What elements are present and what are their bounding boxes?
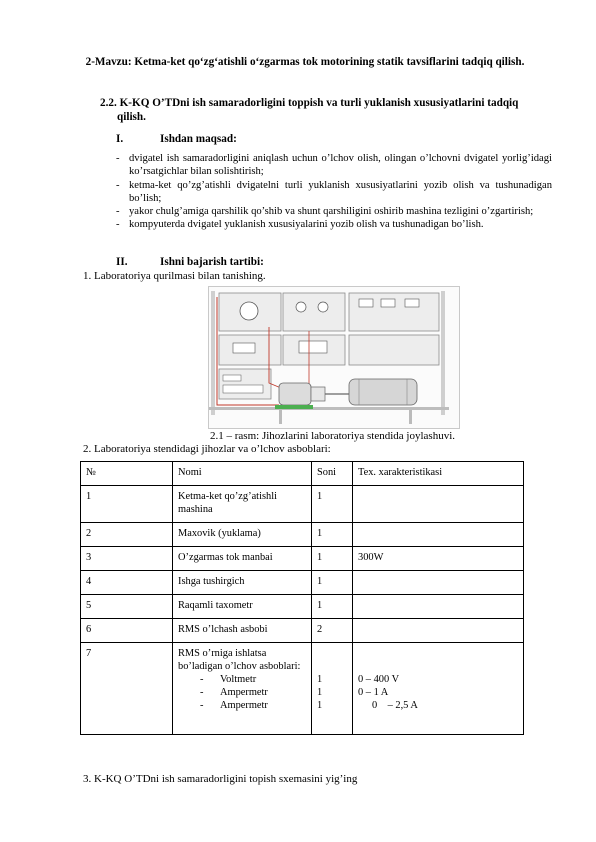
- cell-count: 1: [312, 547, 353, 571]
- cell-spec: [353, 486, 524, 523]
- table-header-row: [81, 462, 524, 486]
- cell-number: 1: [81, 486, 173, 523]
- instrument-item-label: Ampermetr: [220, 700, 268, 711]
- section-goal-label: Ishdan maqsad:: [160, 133, 237, 145]
- cell-number: 2: [81, 523, 173, 547]
- goal-item: - ketma-ket qo’zg’atishli dvigatelni turli yuklanish xususiyatlarini yozib olish va tushunadigan bo’lish;: [116, 179, 552, 206]
- section-goal-number: I.: [116, 133, 124, 145]
- cell-number: 6: [81, 619, 173, 643]
- step-3: 3. K-KQ O’TDni ish samaradorligini topish sxemasini yig’ing: [83, 773, 358, 785]
- section-procedure-heading: [116, 256, 264, 268]
- cell-spec: 300W: [353, 547, 524, 571]
- instrument-spec: 0 – 400 V: [358, 674, 400, 685]
- instrument-spec: 0 – 1 A: [358, 687, 389, 698]
- header-spec: Tex. xarakteristikasi: [353, 462, 524, 486]
- cell-spec: [353, 619, 524, 643]
- header-count: Soni: [312, 462, 353, 486]
- table-row: [81, 595, 524, 619]
- section-procedure-number: II.: [116, 256, 128, 268]
- goal-item: - yakor chulg’amiga qarshilik qo’shib va shunt qarshiligini oshirib mashina tezligini o’zgartirish;: [116, 205, 552, 218]
- cell-count: 2: [312, 619, 353, 643]
- table-row: [81, 547, 524, 571]
- table-row: [81, 571, 524, 595]
- cell-name: RMS o’lchash asbobi: [173, 619, 312, 643]
- cell-number: 5: [81, 595, 173, 619]
- instrument-item-label: Voltmetr: [220, 674, 257, 685]
- instrument-item: [178, 673, 308, 686]
- cell-number: 3: [81, 547, 173, 571]
- header-name: Nomi: [173, 462, 312, 486]
- cell-count: [312, 643, 353, 735]
- section-goal-heading: [116, 133, 237, 145]
- instrument-count: 1: [317, 700, 323, 711]
- instrument-item: [178, 699, 308, 712]
- cell-spec: [353, 595, 524, 619]
- subtitle-line-1: 2.2. K-KQ O’TDni ish samaradorligini toppish va turli yuklanish xususiyatlarini tadqiq: [100, 97, 519, 109]
- section-subtitle: [100, 96, 550, 124]
- cell-count: 1: [312, 595, 353, 619]
- lab-stand-figure: [208, 286, 460, 429]
- cell-name: Raqamli taxometr: [173, 595, 312, 619]
- instrument-count: 1: [317, 687, 323, 698]
- cell-spec: [353, 571, 524, 595]
- figure-caption: 2.1 – rasm: Jihozlarini laboratoriya stendida joylashuvi.: [210, 430, 456, 442]
- equipment-table: [80, 461, 524, 735]
- table-row: [81, 523, 524, 547]
- cell-name: Ketma-ket qo’zg’atishli mashina: [173, 486, 312, 523]
- step-1: 1. Laboratoriya qurilmasi bilan tanishing.: [83, 270, 266, 282]
- cell-count: 1: [312, 571, 353, 595]
- step-2: 2. Laboratoriya stendidagi jihozlar va o’lchov asboblari:: [83, 443, 331, 455]
- cell-name: [173, 643, 312, 735]
- cell-name: Ishga tushirgich: [173, 571, 312, 595]
- instrument-count: 1: [317, 674, 323, 685]
- table-row: [81, 486, 524, 523]
- cell-number: 4: [81, 571, 173, 595]
- goal-list: [116, 152, 552, 232]
- cell-name: O’zgarmas tok manbai: [173, 547, 312, 571]
- cell-number: 7: [81, 643, 173, 735]
- instrument-spec: 0 – 2,5 A: [372, 700, 418, 711]
- document-title: 2-Mavzu: Ketma-ket qo‘zg‘atishli o‘zgarmas tok motorining statik tavsiflarini tadqiq qilish.: [85, 56, 525, 68]
- subtitle-line-2: qilish.: [117, 111, 146, 123]
- goal-item: - kompyuterda dvigatel yuklanish xususiyalarini yozib olish va tushunadigan bo’lish.: [116, 218, 552, 231]
- table-row: [81, 619, 524, 643]
- header-number: №: [81, 462, 173, 486]
- table-row: [81, 643, 524, 735]
- goal-item: - dvigatel ish samaradorligini aniqlash uchun o’lchov olish, olingan o’lchovni dvigatel yorlig’idagi ko’rsatgichlar bilan solishtirish;: [116, 152, 552, 179]
- cell-count: 1: [312, 523, 353, 547]
- instrument-item: [178, 686, 308, 699]
- section-procedure-label: Ishni bajarish tartibi:: [160, 256, 264, 268]
- instrument-group-label: RMS o’rniga ishlatsa bo’ladigan o’lchov asboblari:: [178, 648, 301, 672]
- cell-count: 1: [312, 486, 353, 523]
- cell-name: Maxovik (yuklama): [173, 523, 312, 547]
- cell-spec: [353, 643, 524, 735]
- instrument-item-label: Ampermetr: [220, 687, 268, 698]
- lab-stand-drawing: [209, 287, 459, 428]
- cell-spec: [353, 523, 524, 547]
